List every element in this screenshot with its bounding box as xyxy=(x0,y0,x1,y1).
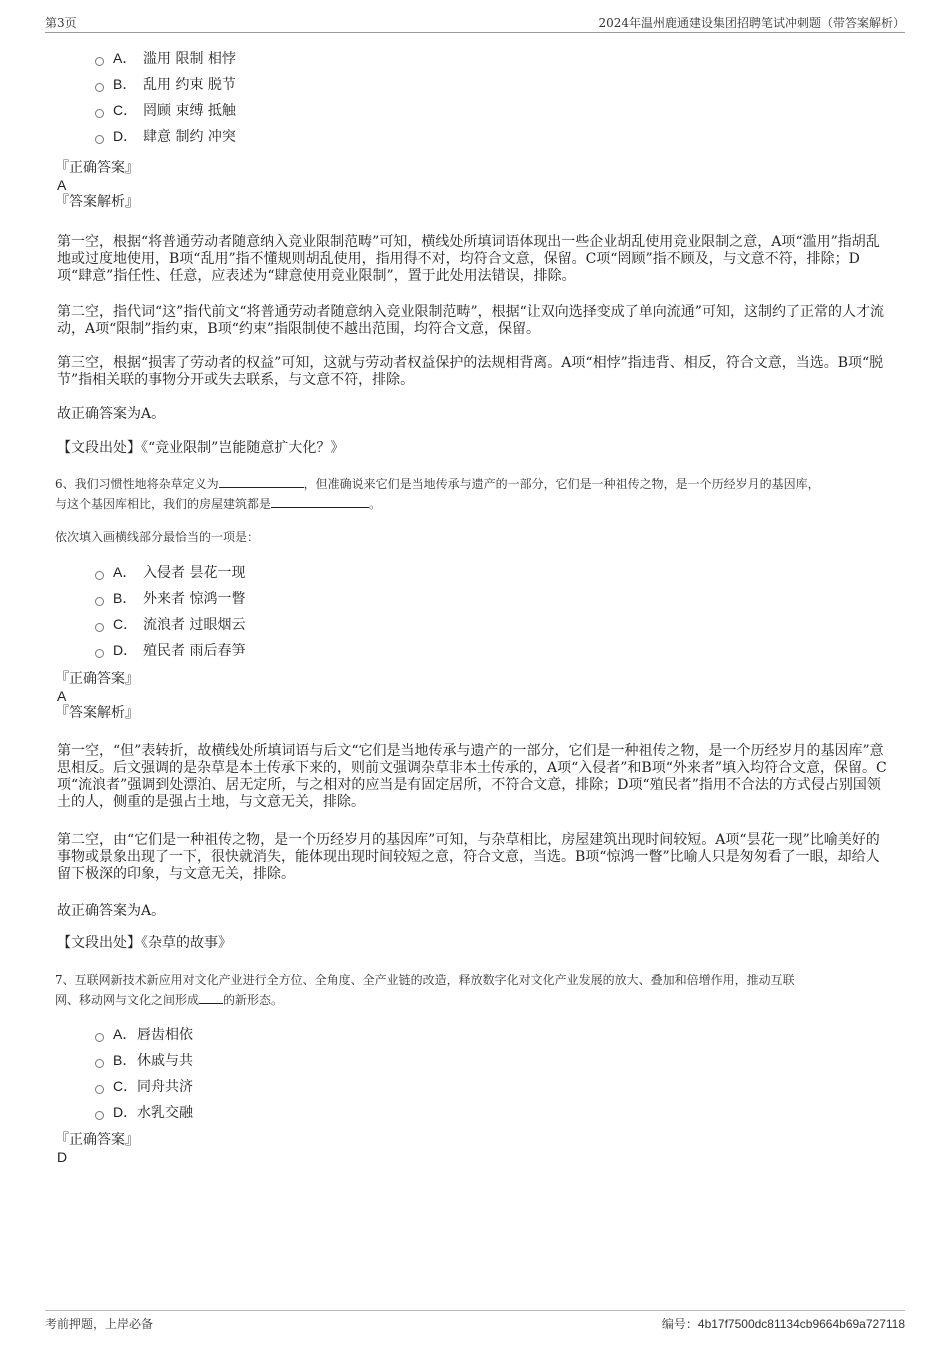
q5-analysis-1: 第一空，根据“将普通劳动者随意纳入竞业限制范畴”可知，横线处所填词语体现出一些企业胡乱使用竞业限制之意，A项“滥用”指胡乱地或过度地使用，B项“乱用”指不懂规则胡乱使用，指用得不对，均符合文意，保留。C项“罔顾”指不顾及，与文意不符，排除；D项“肆意”指任性、任意，应表述为“肆意使用竞业限制”，置于此处用法错误，排除。 xyxy=(57,234,880,284)
q5-analysis-4: 故正确答案为A。 xyxy=(57,406,166,422)
radio-icon[interactable] xyxy=(95,1033,104,1042)
radio-icon[interactable] xyxy=(95,597,104,606)
radio-icon[interactable] xyxy=(95,57,104,66)
radio-icon[interactable] xyxy=(95,1111,104,1120)
radio-icon[interactable] xyxy=(95,623,104,632)
q6-source: 【文段出处】《杂草的故事》 xyxy=(57,935,232,951)
radio-icon[interactable] xyxy=(95,649,104,658)
q7-stem: 7、互联网新技术新应用对文化产业进行全方位、全角度、全产业链的改造，释放数字化对文化产业发展的放大、叠加和倍增作用，推动互联 网、移动网与文化之间形成 的新形态。 xyxy=(55,973,795,1007)
q6-analysis-2: 第二空，由“它们是一种祖传之物，是一个历经岁月的基因库”可知，与杂草相比，房屋建筑出现时间较短。A项“昙花一现”比喻美好的事物或景象出现了一下，很快就消失，能体现出现时间较短之意，符合文意，当选。B项“惊鸿一瞥”比喻人只是匆匆看了一眼，却给人留下极深的印象，与文意无关，排除。 xyxy=(57,832,880,882)
q6-prompt: 依次填入画横线部分最恰当的一项是： xyxy=(55,530,260,544)
answer-label: 『正确答案』 xyxy=(55,1132,139,1148)
radio-icon[interactable] xyxy=(95,1059,104,1068)
document-title: 2024年温州鹿通建设集团招聘笔试冲刺题（带答案解析） xyxy=(598,16,905,30)
radio-icon[interactable] xyxy=(95,109,104,118)
q6-analysis-1: 第一空，“但”表转折，故横线处所填词语与后文“它们是当地传承与遗产的一部分，它们是一种祖传之物，是一个历经岁月的基因库”意思相反。后文强调的是杂草是本土传承下来的，则前文强调杂草非本土传承的，A项“入侵者”和B项“外来者”填入均符合文意，保留。C项“流浪者”强调到处漂泊、居无定所，与之相对的应当是有固定居所，不符合文意，排除；D项“殖民者”指用不合法的方式侵占别国领土的人，侧重的是强占土地，与文意无关，排除。 xyxy=(57,743,887,810)
q6-answer: A xyxy=(57,688,67,704)
blank-1 xyxy=(199,991,223,1004)
page-number: 第3页 xyxy=(45,16,77,30)
radio-icon[interactable] xyxy=(95,1085,104,1094)
q7-option-c[interactable]: C． 同舟共济 xyxy=(95,1073,193,1099)
q7-options xyxy=(95,1021,193,1125)
q5-answer: A xyxy=(57,177,67,193)
footer-slogan: 考前押题，上岸必备 xyxy=(45,1317,154,1331)
answer-label: 『正确答案』 xyxy=(55,160,139,176)
analysis-label: 『答案解析』 xyxy=(55,194,139,210)
radio-icon[interactable] xyxy=(95,571,104,580)
radio-icon[interactable] xyxy=(95,135,104,144)
q6-option-c[interactable]: C． 流浪者 过眼烟云 xyxy=(95,611,245,637)
blank-2 xyxy=(271,495,369,508)
q7-option-a[interactable]: A． 唇齿相依 xyxy=(95,1021,193,1047)
page-header xyxy=(45,12,905,33)
q5-analysis-3: 第三空，根据“损害了劳动者的权益”可知，这就与劳动者权益保护的法规相背离。A项“相悖”指违背、相反，符合文意，当选。B项“脱节”指相关联的事物分开或失去联系，与文意不符，排除。 xyxy=(57,355,884,388)
analysis-label: 『答案解析』 xyxy=(55,705,139,721)
q7-answer: D xyxy=(57,1149,68,1165)
q5-source: 【文段出处】《“竞业限制”岂能随意扩大化？》 xyxy=(57,440,345,456)
q6-stem: 6、我们习惯性地将杂草定义为 ，但准确说来它们是当地传承与遗产的一部分，它们是一种祖传之物，是一个历经岁月的基因库， 与这个基因库相比，我们的房屋建筑都是 。 xyxy=(55,477,820,511)
document-code: 编号：4b17f7500dc81134cb9664b69a727118 xyxy=(661,1317,905,1331)
q5-analysis-2: 第二空，指代词“这”指代前文“将普通劳动者随意纳入竞业限制范畴”，根据“让双向选择变成了单向流通”可知，这制约了正常的人才流动，A项“限制”指约束，B项“约束”指限制使不越出范围，均符合文意，保留。 xyxy=(57,304,884,337)
blank-1 xyxy=(219,475,304,488)
q6-option-d[interactable]: D． 殖民者 雨后春笋 xyxy=(95,637,245,663)
q5-option-c[interactable]: C． 罔顾 束缚 抵触 xyxy=(95,97,236,123)
answer-label: 『正确答案』 xyxy=(55,671,139,687)
q5-option-a[interactable]: A． 滥用 限制 相悖 xyxy=(95,45,236,71)
q5-answer-block xyxy=(55,160,890,211)
q5-option-d[interactable]: D． 肆意 制约 冲突 xyxy=(95,123,236,149)
q6-options xyxy=(95,559,245,663)
radio-icon[interactable] xyxy=(95,83,104,92)
q7-option-b[interactable]: B． 休戚与共 xyxy=(95,1047,193,1073)
q6-option-b[interactable]: B． 外来者 惊鸿一瞥 xyxy=(95,585,245,611)
page-footer xyxy=(45,1310,905,1335)
q6-answer-block xyxy=(55,671,890,722)
q6-analysis-3: 故正确答案为A。 xyxy=(57,903,166,919)
q5-option-b[interactable]: B． 乱用 约束 脱节 xyxy=(95,71,236,97)
q7-answer-block xyxy=(55,1132,890,1166)
q5-options xyxy=(95,45,236,149)
q7-option-d[interactable]: D． 水乳交融 xyxy=(95,1099,193,1125)
q6-option-a[interactable]: A． 入侵者 昙花一现 xyxy=(95,559,245,585)
